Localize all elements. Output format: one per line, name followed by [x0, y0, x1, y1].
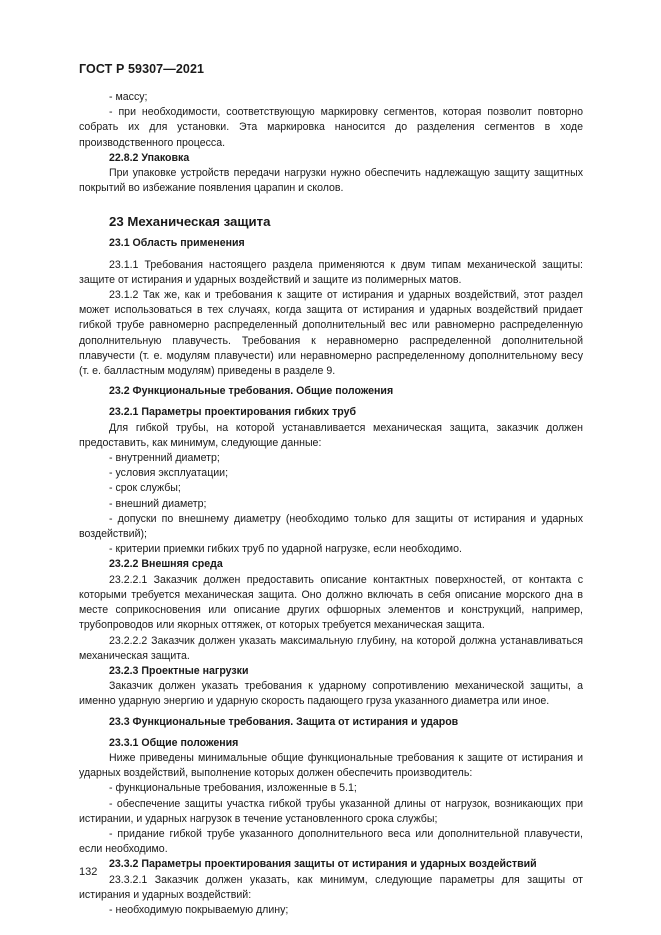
list-item: - массу;	[109, 91, 148, 103]
list-item: - внутренний диаметр;	[109, 452, 220, 465]
paragraph: 23.3.2.1 Заказчик должен указать, как минимум, следующие параметры для защиты от истирания и ударных воздействий:	[79, 873, 583, 901]
list-item: - при необходимости, соответствующую маркировку сегментов, которая позволит повторно собрать их для установки. Эта маркировка наносится до разделения сегментов в ходе производственного процесса.	[79, 106, 583, 149]
clause-heading: 23.2.3 Проектные нагрузки	[109, 664, 249, 677]
list-item: - функциональные требования, изложенные в 5.1;	[109, 782, 357, 795]
page-number: 132	[79, 866, 98, 878]
clause-heading: 23.3.1 Общие положения	[109, 736, 239, 749]
list-item: - обеспечение защиты участка гибкой трубы указанной длины от нагрузок, возникающих при истирании, и ударных нагрузок в течение установленного срока службы;	[79, 797, 583, 825]
paragraph: При упаковке устройств передачи нагрузки нужно обеспечить надлежащую защиту защитных покрытий во избежание появления царапин и сколов.	[79, 167, 583, 195]
list-item: - условия эксплуатации;	[109, 467, 229, 480]
subsection-heading: 23.1 Область применения	[109, 237, 245, 250]
list-item: - срок службы;	[109, 482, 181, 495]
subsection-heading: 23.3 Функциональные требования. Защита от истирания и ударов	[109, 715, 459, 728]
clause-heading: 23.2.2 Внешняя среда	[109, 558, 223, 571]
document-body	[79, 90, 583, 918]
document-header: ГОСТ Р 59307—2021	[79, 62, 205, 76]
list-item: - критерии приемки гибких труб по ударной нагрузке, если необходимо.	[109, 543, 462, 556]
paragraph: 23.1.2 Так же, как и требования к защите от истирания и ударных воздействий, этот раздел может использоваться в тех случаях, когда защита от истирания и ударных воздействий придает гибкой трубе равномерно распределенный дополнительный вес или равномерно распределенную дополнительную плавучесть. Требования к неравномерно распределенной дополнительной плавучести (т. е. модулям плавучести) или неравномерно распределенному дополнительному весу (т. е. балластным модулям) приведены в разделе 9.	[79, 289, 583, 378]
clause-heading: 23.3.2 Параметры проектирования защиты от истирания и ударных воздействий	[109, 858, 537, 871]
paragraph: 23.1.1 Требования настоящего раздела применяются к двум типам механической защиты: защите от истирания и ударных воздействий и защите из полимерных матов.	[79, 258, 583, 286]
clause-heading: 22.8.2 Упаковка	[109, 151, 190, 164]
list-item: - внешний диаметр;	[109, 497, 207, 510]
subsection-heading: 23.2 Функциональные требования. Общие положения	[109, 385, 394, 398]
paragraph: Для гибкой трубы, на которой устанавливается механическая защита, заказчик должен предоставить, как минимум, следующие данные:	[79, 421, 583, 449]
paragraph: Ниже приведены минимальные общие функциональные требования к защите от истирания и ударных воздействий, выполнение которых должен обеспечить производитель:	[79, 751, 583, 780]
list-item: - необходимую покрываемую длину;	[109, 903, 289, 916]
paragraph: 23.2.2.2 Заказчик должен указать максимальную глубину, на которой должна устанавливаться механическая защита.	[79, 634, 583, 662]
list-item: - допуски по внешнему диаметру (необходимо только для защиты от истирания и ударных воздействий);	[79, 512, 583, 541]
paragraph: 23.2.2.1 Заказчик должен предоставить описание контактных поверхностей, от контакта с которыми требуется механическая защита. Оно должно включать в себя описание морского дна в месте соприкосновения или описание других офшорных элементов и конструкций, например, трубопроводов или якорных оттяжек, от которых требуется механическая защита.	[79, 573, 583, 632]
section-heading: 23 Механическая защита	[109, 214, 271, 230]
clause-heading: 23.2.1 Параметры проектирования гибких труб	[109, 406, 357, 419]
list-item: - придание гибкой трубе указанного дополнительного веса или дополнительной плавучести, если необходимо.	[79, 827, 583, 856]
paragraph: Заказчик должен указать требования к ударному сопротивлению механической защиты, а именно ударную энергию и ударную скорость падающего груза указанного диаметра или иное.	[79, 680, 583, 708]
